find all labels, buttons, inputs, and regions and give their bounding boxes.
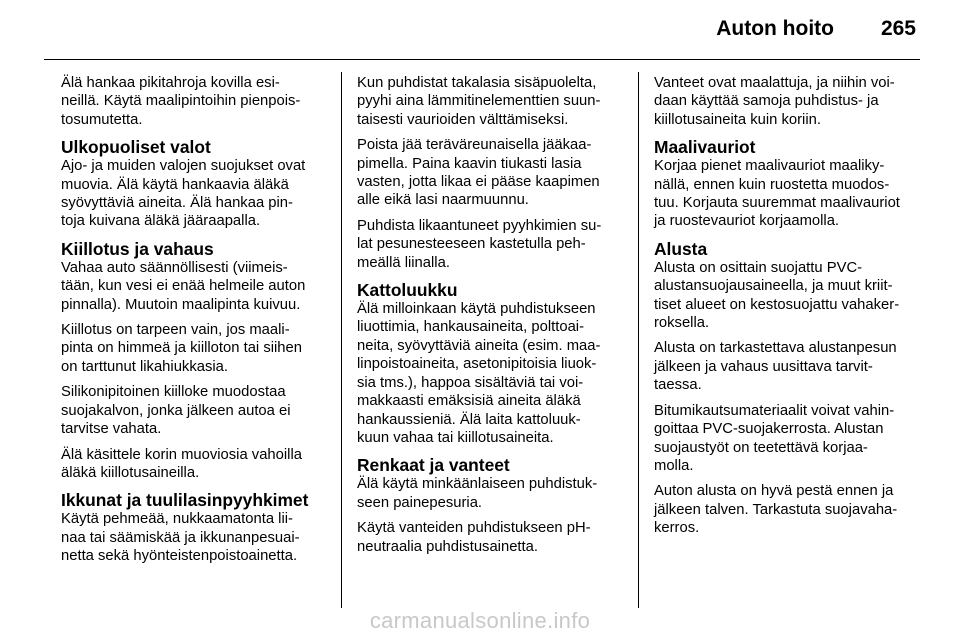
paragraph: Ajo- ja muiden valojen suojukset ovat muovia. Älä käytä hankaavia äläkä syövyttäviä aineita. Älä hankaa pin- toja kuivana äläkä jääraapalla. [61,158,306,230]
section-heading-ulkopuoliset-valot: Ulkopuoliset valot [61,137,211,158]
paragraph: Älä käsittele korin muoviosia vahoilla äläkä kiillotusaineilla. [61,446,302,481]
paragraph: Vahaa auto säännöllisesti (viimeis- tään, kun vesi ei enää helmeile auton pinnalla). Muutoin maalipinta kuivuu. [61,259,306,313]
section-heading-kiillotus-ja-vahaus: Kiillotus ja vahaus [61,238,214,259]
paragraph: Alusta on osittain suojattu PVC- alustansuojausaineella, ja muut kriit- tiset alueet on kestosuojattu vahaker- roksella. [654,259,900,332]
column-divider-2 [638,72,639,608]
page-header [0,0,960,64]
column-divider-1 [341,72,342,608]
page-number: 265 [880,17,916,40]
section-heading-renkaat-ja-vanteet: Renkaat ja vanteet [357,455,510,476]
paragraph: Alusta on tarkastettava alustanpesun jälkeen ja vahaus uusittava tarvit- taessa. [654,340,897,394]
paragraph: Korjaa pienet maalivauriot maaliky- nällä, ennen kuin ruostetta muodos- tuu. Korjauta suuremmat maalivauriot ja ruostevauriot korjaamolla. [654,158,900,230]
paragraph: Silikonipitoinen kiilloke muodostaa suojakalvon, jonka jälkeen autoa ei tarvitse vahata. [61,384,291,438]
column-3 [654,74,920,545]
paragraph: Poista jää teräväreunaisella jääkaa- pimella. Paina kaavin tiukasti lasia vasten, jotta likaa ei pääse kaapimen alle eikä lasi naarmuunnu. [357,137,600,209]
section-heading-kattoluukku: Kattoluukku [357,280,458,301]
paragraph: Käytä vanteiden puhdistukseen pH- neutraalia puhdistusainetta. [357,520,591,555]
watermark-text: carmanualsonline.info [369,608,591,633]
chapter-title: Auton hoito [716,17,834,40]
paragraph: Auton alusta on hyvä pestä ennen ja jälkeen talven. Tarkastuta suojavaha- kerros. [654,483,898,537]
paragraph: Kiillotus on tarpeen vain, jos maali- pinta on himmeä ja kiilloton tai siihen on tarttunut likahiukkasia. [61,322,302,375]
paragraph: Käytä pehmeää, nukkaamatonta lii- naa tai säämiskää ja ikkunanpesuai- netta sekä hyönteistenpoistoainetta. [61,511,300,565]
paragraph: Älä milloinkaan käytä puhdistukseen liuottimia, hankausaineita, polttoai- neita, syövyttäviä aineita (esim. maa- linpoistoaineita, asetonipitoisia liuok- sia tms.), happoa sisältäviä tai voi- makkaasti emäksisiä aineita äläkä hankaussieniä. Älä laita kattoluuk- kuun vahaa tai kiillotusaineita. [357,301,601,446]
column-1 [61,74,341,573]
section-heading-alusta: Alusta [654,238,708,259]
column-2 [357,74,625,563]
paragraph: Puhdista likaantuneet pyyhkimien su- lat pesunesteeseen kastetulla peh- meällä liinalla. [357,217,602,271]
section-heading-maalivauriot: Maalivauriot [654,137,756,158]
paragraph: Kun puhdistat takalasia sisäpuolelta, pyyhi aina lämmitinelementtien suun- taisesti vaurioiden välttämiseksi. [357,75,601,128]
paragraph: Älä käytä minkäänlaiseen puhdistuk- seen painepesuria. [357,476,598,511]
section-heading-ikkunat: Ikkunat ja tuulilasinpyyhkimet [61,490,309,511]
paragraph: Vanteet ovat maalattuja, ja niihin voi- daan käyttää samoja puhdistus- ja kiillotusaineita kuin koriin. [654,75,895,128]
header-divider [44,59,920,60]
intro-paragraph: Älä hankaa pikitahroja kovilla esi- neillä. Käytä maalipintoihin pienpois- tosumutetta. [61,75,301,128]
paragraph: Bitumikautsumateriaalit voivat vahin- goittaa PVC-suojakerrosta. Alustan suojaustyöt on teetettävä korjaa- molla. [654,402,895,474]
